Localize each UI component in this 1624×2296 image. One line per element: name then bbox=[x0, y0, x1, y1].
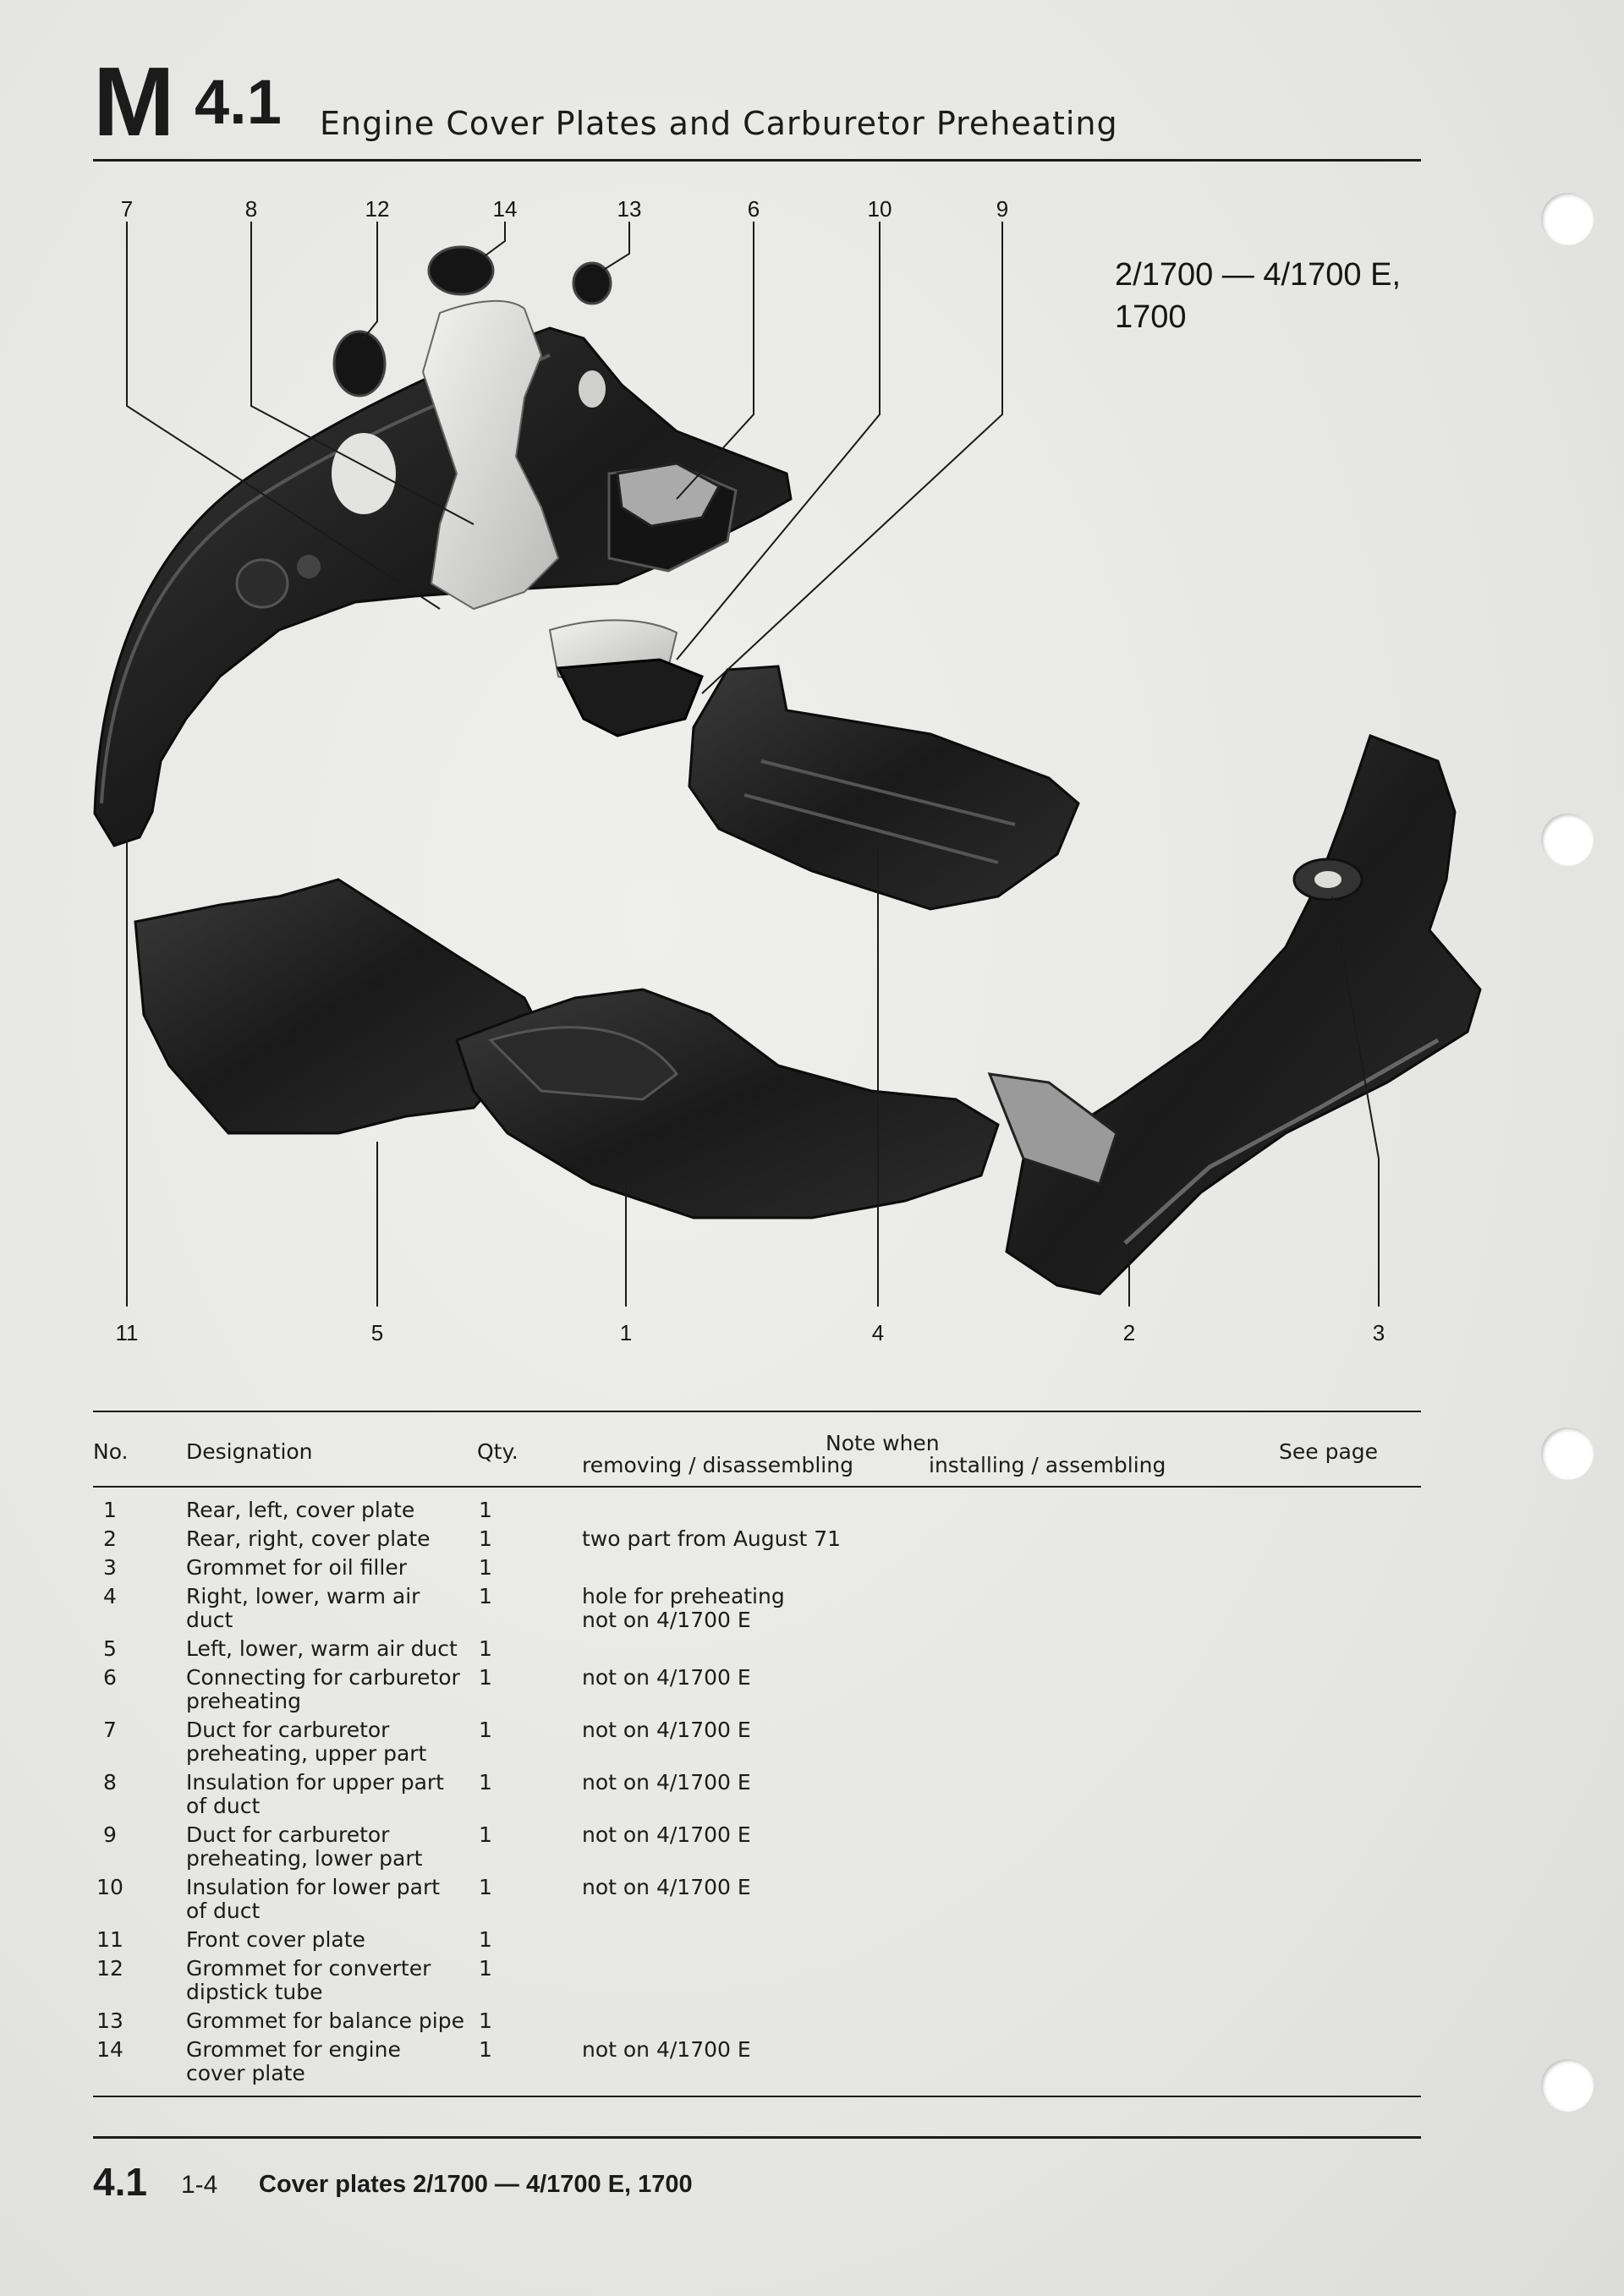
part-number: 14 bbox=[96, 2037, 123, 2062]
removal-note bbox=[582, 1876, 937, 1899]
table-row bbox=[93, 1527, 1421, 1556]
note-line: not on 4/1700 E bbox=[582, 2037, 751, 2062]
designation-line: dipstick tube bbox=[186, 1980, 323, 2004]
callout-bottom: 11 bbox=[115, 1320, 139, 1345]
part-designation bbox=[186, 1499, 465, 1522]
part-quantity: 1 bbox=[479, 1584, 492, 1608]
removal-note bbox=[582, 1718, 937, 1742]
callout-top: 10 bbox=[867, 196, 892, 222]
removal-note bbox=[582, 1771, 937, 1795]
designation-line: Right, lower, warm air duct bbox=[186, 1584, 420, 1632]
designation-line: Front cover plate bbox=[186, 1927, 365, 1952]
designation-line: Rear, left, cover plate bbox=[186, 1498, 415, 1522]
footer-description: Cover plates 2/1700 — 4/1700 E, 1700 bbox=[259, 2171, 693, 2198]
note-line: two part from August 71 bbox=[582, 1526, 842, 1551]
part-quantity: 1 bbox=[479, 1555, 492, 1580]
part-designation bbox=[186, 1527, 465, 1551]
oil-filler-opening bbox=[1314, 871, 1341, 888]
right-lower-warm-air-duct bbox=[689, 666, 1078, 909]
duct-connector bbox=[990, 1074, 1116, 1184]
part-quantity: 1 bbox=[479, 1526, 492, 1551]
callout-bottom: 1 bbox=[619, 1320, 633, 1345]
callout-top: 12 bbox=[365, 196, 390, 222]
designation-line: Grommet for engine bbox=[186, 2037, 401, 2062]
page-header bbox=[93, 47, 1421, 162]
part-designation bbox=[186, 1718, 465, 1766]
rear-left-cover-plate bbox=[457, 989, 998, 1218]
part-quantity: 1 bbox=[479, 1927, 492, 1952]
designation-line: of duct bbox=[186, 1794, 261, 1818]
part-quantity: 1 bbox=[479, 1718, 492, 1742]
table-row bbox=[93, 2038, 1421, 2091]
part-number: 8 bbox=[103, 1770, 117, 1795]
col-header-designation: Designation bbox=[186, 1439, 313, 1464]
table-bottom-rule bbox=[93, 2096, 1421, 2097]
plate-opening bbox=[332, 433, 396, 514]
part-number: 4 bbox=[103, 1584, 117, 1608]
table-row bbox=[93, 1637, 1421, 1666]
note-line: not on 4/1700 E bbox=[582, 1665, 751, 1690]
page-footer bbox=[93, 2159, 1421, 2210]
part-designation bbox=[186, 1928, 465, 1952]
plate-opening bbox=[297, 555, 321, 578]
part-number: 7 bbox=[103, 1718, 117, 1742]
removal-note bbox=[582, 1666, 937, 1690]
plate-opening bbox=[237, 560, 288, 607]
designation-line: Connecting for carburetor bbox=[186, 1665, 460, 1690]
part-number: 9 bbox=[103, 1822, 117, 1847]
col-header-qty: Qty. bbox=[477, 1439, 518, 1464]
table-header-rule bbox=[93, 1486, 1421, 1488]
section-letter: M bbox=[93, 47, 172, 156]
section-number: 4.1 bbox=[195, 67, 282, 137]
table-row bbox=[93, 1957, 1421, 2009]
part-number: 1 bbox=[103, 1498, 117, 1522]
table-row bbox=[93, 1556, 1421, 1585]
part-designation bbox=[186, 1585, 465, 1632]
designation-line: Grommet for balance pipe bbox=[186, 2008, 464, 2033]
rear-right-cover-plate bbox=[1007, 736, 1480, 1294]
binder-hole bbox=[1541, 1427, 1594, 1480]
part-quantity: 1 bbox=[479, 1665, 492, 1690]
removal-note bbox=[582, 2038, 937, 2062]
table-row bbox=[93, 1876, 1421, 1928]
part-number: 10 bbox=[96, 1875, 123, 1899]
designation-line: Insulation for lower part bbox=[186, 1875, 441, 1899]
col-header-no: No. bbox=[93, 1439, 129, 1464]
part-designation bbox=[186, 1771, 465, 1818]
part-designation bbox=[186, 2009, 465, 2033]
callout-bottom: 5 bbox=[370, 1320, 384, 1345]
note-line: not on 4/1700 E bbox=[582, 1875, 751, 1899]
binder-hole bbox=[1541, 2059, 1594, 2112]
callout-bottom: 3 bbox=[1372, 1320, 1385, 1345]
model-note-line: 2/1700 — 4/1700 E, bbox=[1115, 257, 1402, 293]
note-line: not on 4/1700 E bbox=[582, 1718, 751, 1742]
removal-note bbox=[582, 1585, 937, 1632]
designation-line: Grommet for oil filler bbox=[186, 1555, 407, 1580]
table-row bbox=[93, 1666, 1421, 1718]
col-header-note-when: Note when bbox=[826, 1431, 940, 1455]
part-designation bbox=[186, 1876, 465, 1923]
footer-rule bbox=[93, 2136, 1421, 2139]
part-number: 11 bbox=[96, 1927, 123, 1952]
part-quantity: 1 bbox=[479, 1875, 492, 1899]
grommet-converter-dipstick-tube bbox=[334, 332, 385, 396]
part-quantity: 1 bbox=[479, 1822, 492, 1847]
part-quantity: 1 bbox=[479, 1498, 492, 1522]
table-row bbox=[93, 1928, 1421, 1957]
part-quantity: 1 bbox=[479, 1956, 492, 1981]
table-row bbox=[93, 1585, 1421, 1637]
table-row bbox=[93, 1823, 1421, 1876]
col-header-installing: installing / assembling bbox=[929, 1453, 1166, 1477]
table-row bbox=[93, 1499, 1421, 1527]
page-title: Engine Cover Plates and Carburetor Preheating bbox=[320, 105, 1118, 142]
duct-carburetor-preheating-lower bbox=[558, 660, 702, 736]
parts-table-body bbox=[93, 1499, 1421, 2091]
table-top-rule bbox=[93, 1411, 1421, 1412]
part-quantity: 1 bbox=[479, 1636, 492, 1661]
callout-top: 8 bbox=[244, 196, 258, 222]
note-line: not on 4/1700 E bbox=[582, 1822, 751, 1847]
footer-page-number: 1-4 bbox=[181, 2171, 218, 2199]
designation-line: preheating, lower part bbox=[186, 1846, 423, 1871]
part-number: 6 bbox=[103, 1665, 117, 1690]
part-designation bbox=[186, 1957, 465, 2004]
note-line: not on 4/1700 E bbox=[582, 1770, 751, 1795]
part-quantity: 1 bbox=[479, 1770, 492, 1795]
footer-section: 4.1 bbox=[93, 2160, 147, 2204]
designation-line: Left, lower, warm air duct bbox=[186, 1636, 458, 1661]
callout-top: 14 bbox=[492, 196, 518, 222]
designation-line: Duct for carburetor bbox=[186, 1718, 390, 1742]
table-row bbox=[93, 1771, 1421, 1823]
exploded-parts-diagram bbox=[0, 169, 1624, 1370]
part-number: 5 bbox=[103, 1636, 117, 1661]
part-designation bbox=[186, 1823, 465, 1871]
plate-opening bbox=[579, 370, 606, 408]
part-designation bbox=[186, 1556, 465, 1580]
designation-line: Insulation for upper part bbox=[186, 1770, 444, 1795]
designation-line: Grommet for converter bbox=[186, 1956, 431, 1981]
callout-bottom: 4 bbox=[871, 1320, 885, 1345]
table-row bbox=[93, 2009, 1421, 2038]
callout-top: 9 bbox=[996, 196, 1009, 222]
designation-line: Rear, right, cover plate bbox=[186, 1526, 431, 1551]
designation-line: cover plate bbox=[186, 2061, 305, 2085]
parts-table-header bbox=[93, 1421, 1421, 1488]
removal-note bbox=[582, 1527, 937, 1551]
callout-top: 6 bbox=[747, 196, 760, 222]
part-number: 2 bbox=[103, 1526, 117, 1551]
col-header-removing: removing / disassembling bbox=[582, 1453, 853, 1477]
designation-line: preheating, upper part bbox=[186, 1741, 427, 1766]
part-quantity: 1 bbox=[479, 2037, 492, 2062]
col-header-see-page: See page bbox=[1279, 1439, 1379, 1464]
table-row bbox=[93, 1718, 1421, 1771]
designation-line: preheating bbox=[186, 1689, 301, 1713]
header-divider bbox=[93, 159, 1421, 162]
part-quantity: 1 bbox=[479, 2008, 492, 2033]
model-note-line: 1700 bbox=[1115, 299, 1187, 335]
part-designation bbox=[186, 1666, 465, 1713]
designation-line: Duct for carburetor bbox=[186, 1822, 390, 1847]
part-number: 3 bbox=[103, 1555, 117, 1580]
callout-bottom: 2 bbox=[1122, 1320, 1136, 1345]
designation-line: of duct bbox=[186, 1899, 261, 1923]
part-number: 12 bbox=[96, 1956, 123, 1981]
callout-top: 13 bbox=[617, 196, 642, 222]
note-line: hole for preheating bbox=[582, 1584, 785, 1608]
grommet-engine-cover-plate bbox=[429, 247, 493, 294]
note-line: not on 4/1700 E bbox=[582, 1608, 751, 1632]
part-number: 13 bbox=[96, 2008, 123, 2033]
part-designation bbox=[186, 2038, 465, 2085]
part-designation bbox=[186, 1637, 465, 1661]
removal-note bbox=[582, 1823, 937, 1847]
callout-top: 7 bbox=[120, 196, 134, 222]
